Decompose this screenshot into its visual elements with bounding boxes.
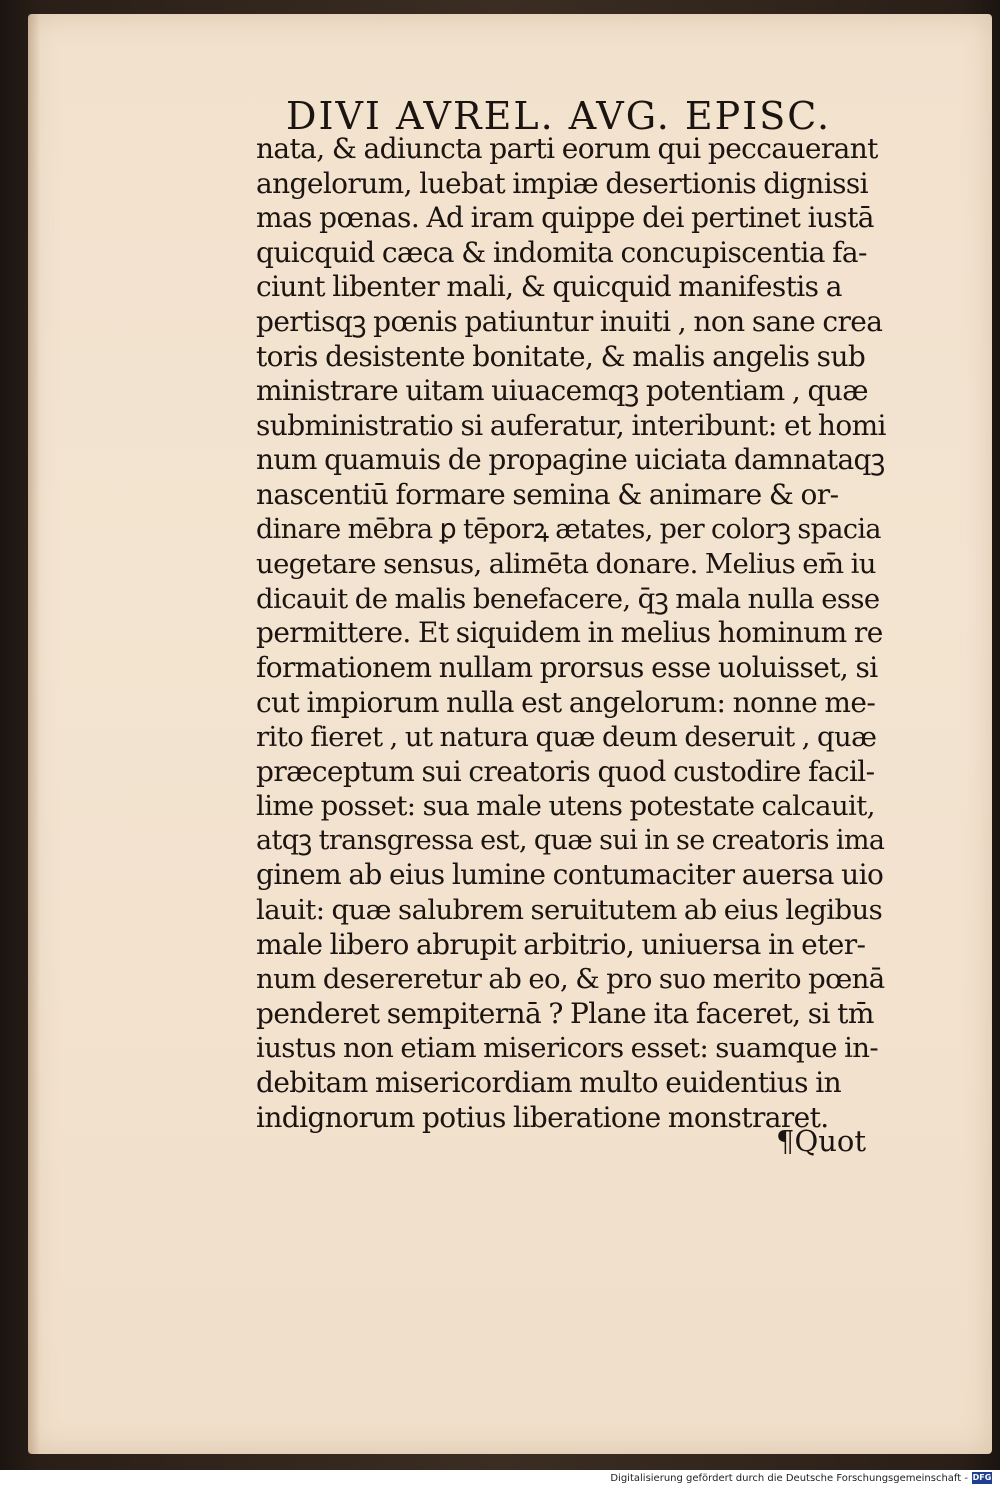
text-line: permittere. Et siquidem in melius hominum re bbox=[256, 616, 883, 650]
text-line: indignorum potius liberatione monstraret. bbox=[256, 1100, 829, 1134]
funding-notice: Digitalisierung gefördert durch die Deutsche Forschungsgemeinschaft - bbox=[610, 1473, 968, 1484]
text-line: mas pœnas. Ad iram quippe dei pertinet iustā bbox=[256, 201, 874, 235]
running-head: DIVI AVREL. AVG. EPISC. bbox=[286, 94, 832, 138]
text-line: subministratio si auferatur, interibunt: et homi bbox=[256, 408, 886, 442]
text-line: quicquid cæca & indomita concupiscentia fa- bbox=[256, 235, 867, 269]
text-line: num desereretur ab eo, & pro suo merito pœnā bbox=[256, 963, 885, 996]
text-line: ciunt libenter mali, & quicquid manifestis a bbox=[256, 270, 842, 304]
text-line: formationem nullam prorsus esse uoluisset, si bbox=[256, 650, 878, 684]
text-line: male libero abrupit arbitrio, uniuersa in eter- bbox=[256, 927, 866, 961]
text-line: ministrare uitam uiuacemqꝫ potentiam , quæ bbox=[256, 374, 868, 408]
text-line: penderet sempiternā ? Plane ita faceret, si tm̄ bbox=[256, 996, 874, 1030]
text-line: num quamuis de propagine uiciata damnataqꝫ bbox=[256, 443, 885, 477]
dfg-logo: DFG bbox=[972, 1473, 992, 1482]
text-line: uegetare sensus, alimēta donare. Melius em̄ iu bbox=[256, 548, 876, 581]
text-line: præceptum sui creatoris quod custodire facil- bbox=[256, 754, 875, 788]
text-line: atqꝫ transgressa est, quæ sui in se creatoris ima bbox=[256, 824, 885, 856]
text-line: debitam misericordiam multo euidentius in bbox=[256, 1066, 842, 1100]
text-line: nascentiū formare semina & animare & or- bbox=[256, 477, 839, 511]
text-line: nata, & adiuncta parti eorum qui peccauerant bbox=[256, 132, 878, 165]
text-line: angelorum, luebat impiæ desertionis dignissi bbox=[256, 166, 868, 200]
text-line: dinare mēbra ꝑ tēporꝝ ætates, per colorꝫ spacia bbox=[256, 513, 881, 545]
catchword: ¶Quot bbox=[776, 1124, 867, 1158]
text-block bbox=[256, 132, 886, 1135]
text-line: lauit: quæ salubrem seruitutem ab eius legibus bbox=[256, 894, 883, 927]
text-line: dicauit de malis benefacere, q̄ꝫ mala nulla esse bbox=[256, 582, 880, 615]
text-line: toris desistente bonitate, & malis angelis sub bbox=[256, 339, 866, 373]
text-line: ginem ab eius lumine contumaciter auersa uio bbox=[256, 858, 884, 892]
text-line: iustus non etiam misericors esset: suamque in- bbox=[256, 1032, 879, 1065]
text-line: lime posset: sua male utens potestate calcauit, bbox=[256, 790, 875, 823]
text-line: rito fieret , ut natura quæ deum deseruit , quæ bbox=[256, 721, 877, 754]
text-line: pertisqꝫ pœnis patiuntur inuiti , non sane crea bbox=[256, 304, 883, 338]
text-line: cut impiorum nulla est angelorum: nonne me- bbox=[256, 685, 876, 719]
